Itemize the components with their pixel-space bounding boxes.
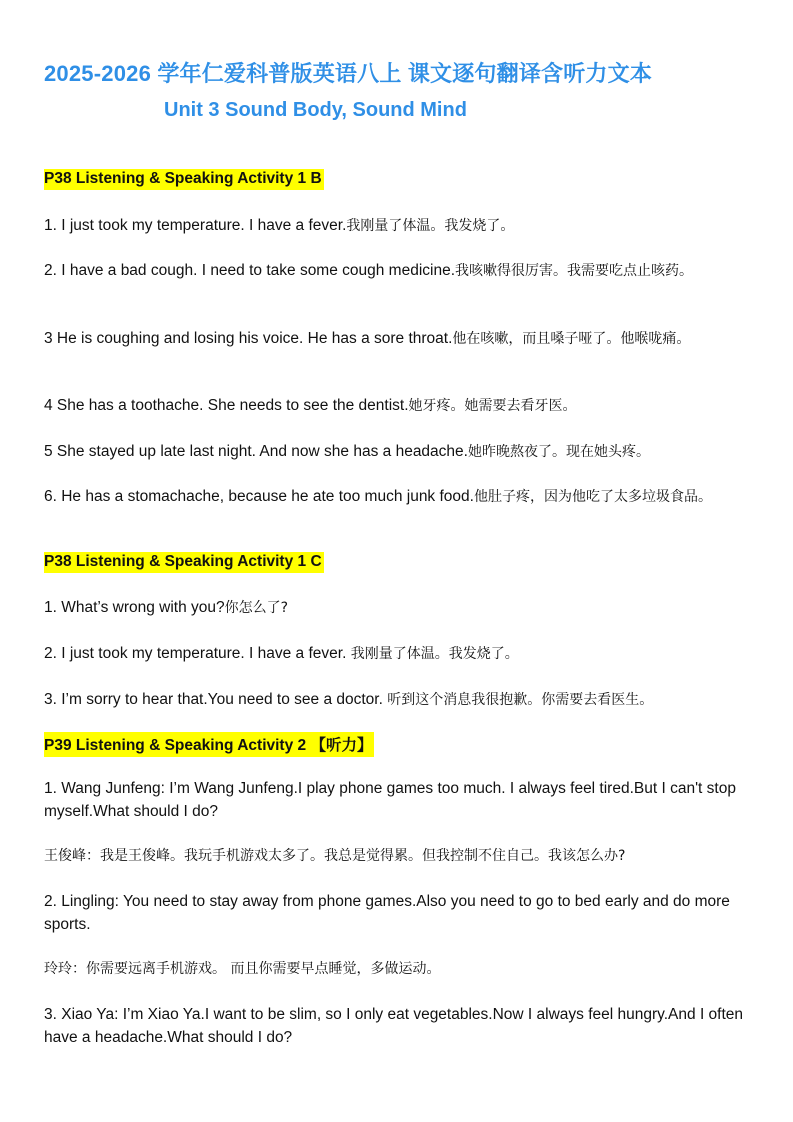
english-text: 1. What’s wrong with you? [44,599,225,616]
chinese-translation: 她牙疼。她需要去看牙医。 [408,398,577,414]
dialogue-translation [44,958,749,981]
sentence-item [44,642,749,666]
sentence-item [44,394,749,418]
sentence-item [44,440,749,464]
dialogue-line [44,777,749,823]
english-text: 6. He has a stomachache, because he ate too much junk food. [44,488,474,505]
english-text: 4 She has a toothache. She needs to see the dentist. [44,397,409,414]
english-text: 2. I have a bad cough. I need to take some cough medicine. [44,262,456,279]
sentence-item [44,214,749,238]
sentence-item [44,688,749,712]
section-heading-1c: P38 Listening & Speaking Activity 1 C [44,552,324,573]
english-text: 1. Wang Junfeng: I’m Wang Junfeng.I play phone games too much. I always feel tired.But I can't stop myself.What should I do? [44,780,736,820]
chinese-translation: 玲玲：你需要远离手机游戏。 而且你需要早点睡觉，多做运动。 [44,961,441,977]
chinese-translation: 她昨晚熬夜了。现在她头疼。 [467,444,650,460]
english-text: 3. Xiao Ya: I’m Xiao Ya.I want to be slim, so I only eat vegetables.Now I always feel hungry.And I often have a headache.What should I do? [44,1006,744,1046]
dialogue-line [44,1003,749,1049]
unit-subtitle: Unit 3 Sound Body, Sound Mind [164,99,467,121]
document-title: 2025-2026 学年仁爱科普版英语八上 课文逐句翻译含听力文本 [44,61,653,86]
chinese-translation: 我咳嗽得很厉害。我需要吃点止咳药。 [455,263,694,279]
sentence-item [44,259,749,283]
chinese-translation: 我刚量了体温。我发烧了。 [346,218,515,234]
english-text: 2. Lingling: You need to stay away from phone games.Also you need to go to bed early and do more sports. [44,893,730,933]
dialogue-line [44,890,749,936]
section-heading-1b: P38 Listening & Speaking Activity 1 B [44,169,324,190]
english-text: 1. I just took my temperature. I have a fever. [44,217,347,234]
english-text: 3 He is coughing and losing his voice. He has a sore throat. [44,330,453,347]
english-text: 3. I’m sorry to hear that.You need to see a doctor. [44,691,388,708]
chinese-translation: 你怎么了? [224,600,289,616]
english-text: 2. I just took my temperature. I have a fever. [44,645,351,662]
chinese-translation: 我刚量了体温。我发烧了。 [350,646,519,662]
chinese-translation: 他肚子疼，因为他吃了太多垃圾食品。 [473,489,712,505]
sentence-item [44,485,749,509]
section-heading-activity-2: P39 Listening & Speaking Activity 2 【听力】 [44,732,374,757]
sentence-item [44,596,749,620]
sentence-item [44,327,749,351]
english-text: 5 She stayed up late last night. And now she has a headache. [44,443,468,460]
chinese-translation: 王俊峰：我是王俊峰。我玩手机游戏太多了。我总是觉得累。但我控制不住自己。我该怎么办? [44,848,626,864]
chinese-translation: 他在咳嗽，而且嗓子哑了。他喉咙痛。 [452,331,691,347]
chinese-translation: 听到这个消息我很抱歉。你需要去看医生。 [387,692,654,708]
dialogue-translation [44,845,749,868]
